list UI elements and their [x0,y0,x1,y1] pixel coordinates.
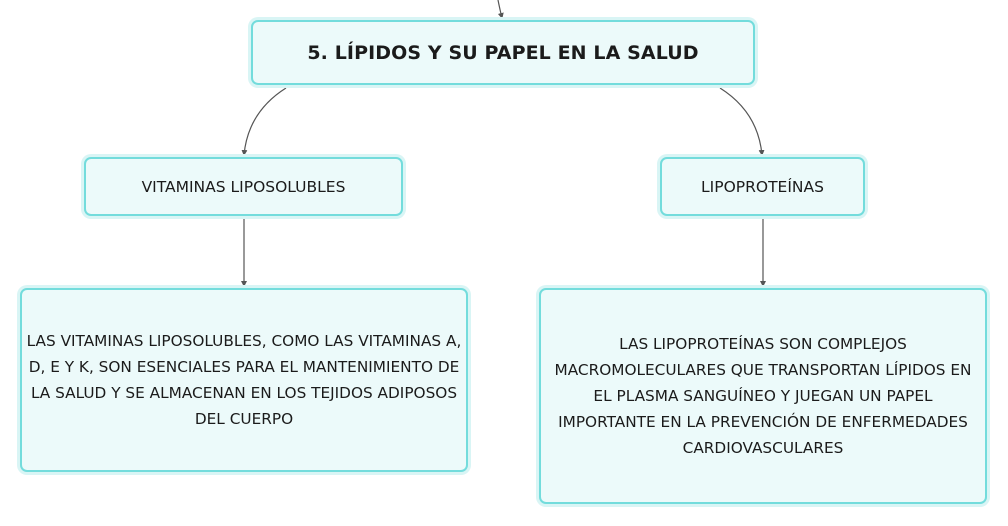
description-text: LAS LIPOPROTEÍNAS SON COMPLEJOS MACROMOLECULARES QUE TRANSPORTAN LÍPIDOS EN EL PLASMA SANGUÍNEO Y JUEGAN UN PAPEL IMPORTANTE EN LA PREVENCIÓN DE ENFERMEDADES CARDIOVASCULARES [554,335,972,457]
description-text: LAS VITAMINAS LIPOSOLUBLES, COMO LAS VITAMINAS A, D, E Y K, SON ESENCIALES PARA EL MANTENIMIENTO DE LA SALUD Y SE ALMACENAN EN LOS TEJIDOS ADIPOSOS DEL CUERPO [26,332,462,428]
connector-parent-to-root [498,0,502,18]
topic-node-label: LIPOPROTEÍNAS [701,177,824,196]
topic-node-vitaminas-liposolubles[interactable] [84,157,403,216]
topic-node-label: VITAMINAS LIPOSOLUBLES [141,177,346,196]
connector-root-to-vitaminas [244,88,286,155]
description-node-lipoproteinas[interactable] [539,288,987,504]
root-node-title: 5. LÍPIDOS Y SU PAPEL EN LA SALUD [307,41,699,64]
root-node[interactable] [251,20,755,85]
connector-root-to-lipoproteinas [720,88,762,155]
topic-node-lipoproteinas[interactable] [660,157,865,216]
description-node-vitaminas-liposolubles[interactable] [20,288,468,472]
